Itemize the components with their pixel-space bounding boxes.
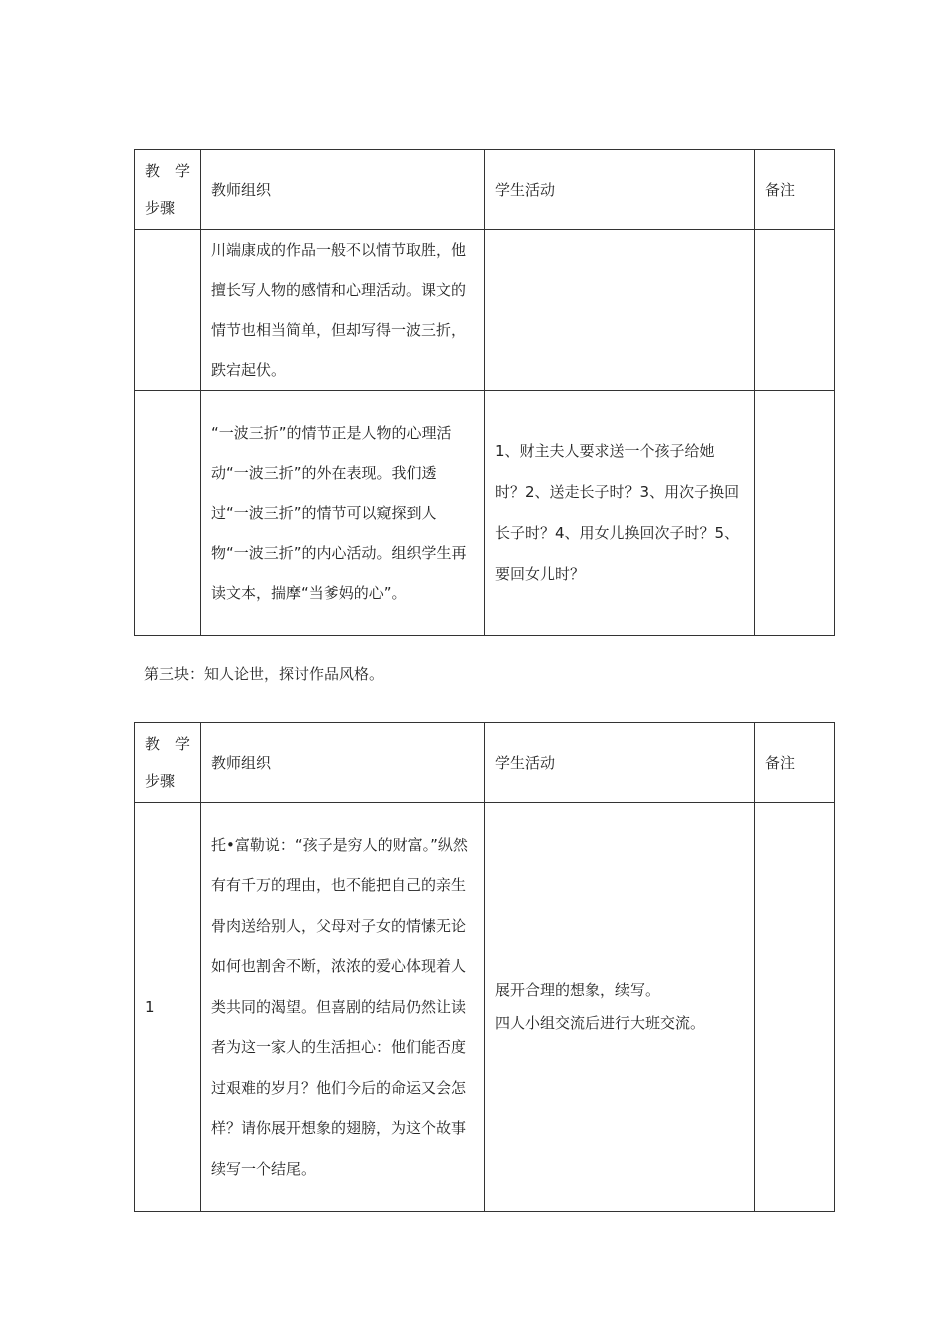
- table-row: [135, 230, 835, 391]
- table-row: [135, 803, 835, 1212]
- header-remark: 备注: [755, 723, 835, 803]
- lesson-table-1: [134, 149, 835, 636]
- row-student: [485, 230, 755, 391]
- header-remark: 备注: [755, 150, 835, 230]
- header-step-line1: 教 学: [145, 161, 191, 180]
- row-student-line2: 四人小组交流后进行大班交流。: [495, 1014, 706, 1032]
- header-teacher: 教师组织: [201, 723, 485, 803]
- header-step-line2: 步骤: [145, 198, 176, 217]
- table-header-row: [135, 150, 835, 230]
- row-step: [135, 391, 201, 636]
- header-student: 学生活动: [485, 723, 755, 803]
- header-step-line1: 教 学: [145, 734, 191, 753]
- table-header-row: [135, 723, 835, 803]
- row-remark: [755, 391, 835, 636]
- header-step: [135, 150, 201, 230]
- header-step-line2: 步骤: [145, 771, 176, 790]
- row-remark: [755, 230, 835, 391]
- row-remark: [755, 803, 835, 1212]
- lesson-table-2: [134, 722, 835, 1212]
- row-student: [485, 803, 755, 1212]
- section-title: 第三块：知人论世，探讨作品风格。: [144, 665, 385, 683]
- row-teacher: “一波三折”的情节正是人物的心理活动“一波三折”的外在表现。我们透过“一波三折”的情节可以窥探到人物“一波三折”的内心活动。组织学生再读文本，揣摩“当爹妈的心”。: [201, 391, 485, 636]
- row-student: 1、财主夫人要求送一个孩子给她时？2、送走长子时？3、用次子换回长子时？4、用女儿换回次子时？5、要回女儿时？: [485, 391, 755, 636]
- header-teacher: 教师组织: [201, 150, 485, 230]
- row-teacher: 川端康成的作品一般不以情节取胜，他擅长写人物的感情和心理活动。课文的情节也相当简单，但却写得一波三折，跌宕起伏。: [201, 230, 485, 391]
- row-step: 1: [135, 803, 201, 1212]
- header-step: [135, 723, 201, 803]
- header-student: 学生活动: [485, 150, 755, 230]
- row-step: [135, 230, 201, 391]
- row-student-line1: 展开合理的想象，续写。: [495, 981, 661, 999]
- row-teacher: 托•富勒说：“孩子是穷人的财富。”纵然有有千万的理由，也不能把自己的亲生骨肉送给别人，父母对子女的情愫无论如何也割舍不断，浓浓的爱心体现着人类共同的渴望。但喜剧的结局仍然让读者为这一家人的生活担心：他们能否度过艰难的岁月？他们今后的命运又会怎样？请你展开想象的翅膀，为这个故事续写一个结尾。: [201, 803, 485, 1212]
- table-row: [135, 391, 835, 636]
